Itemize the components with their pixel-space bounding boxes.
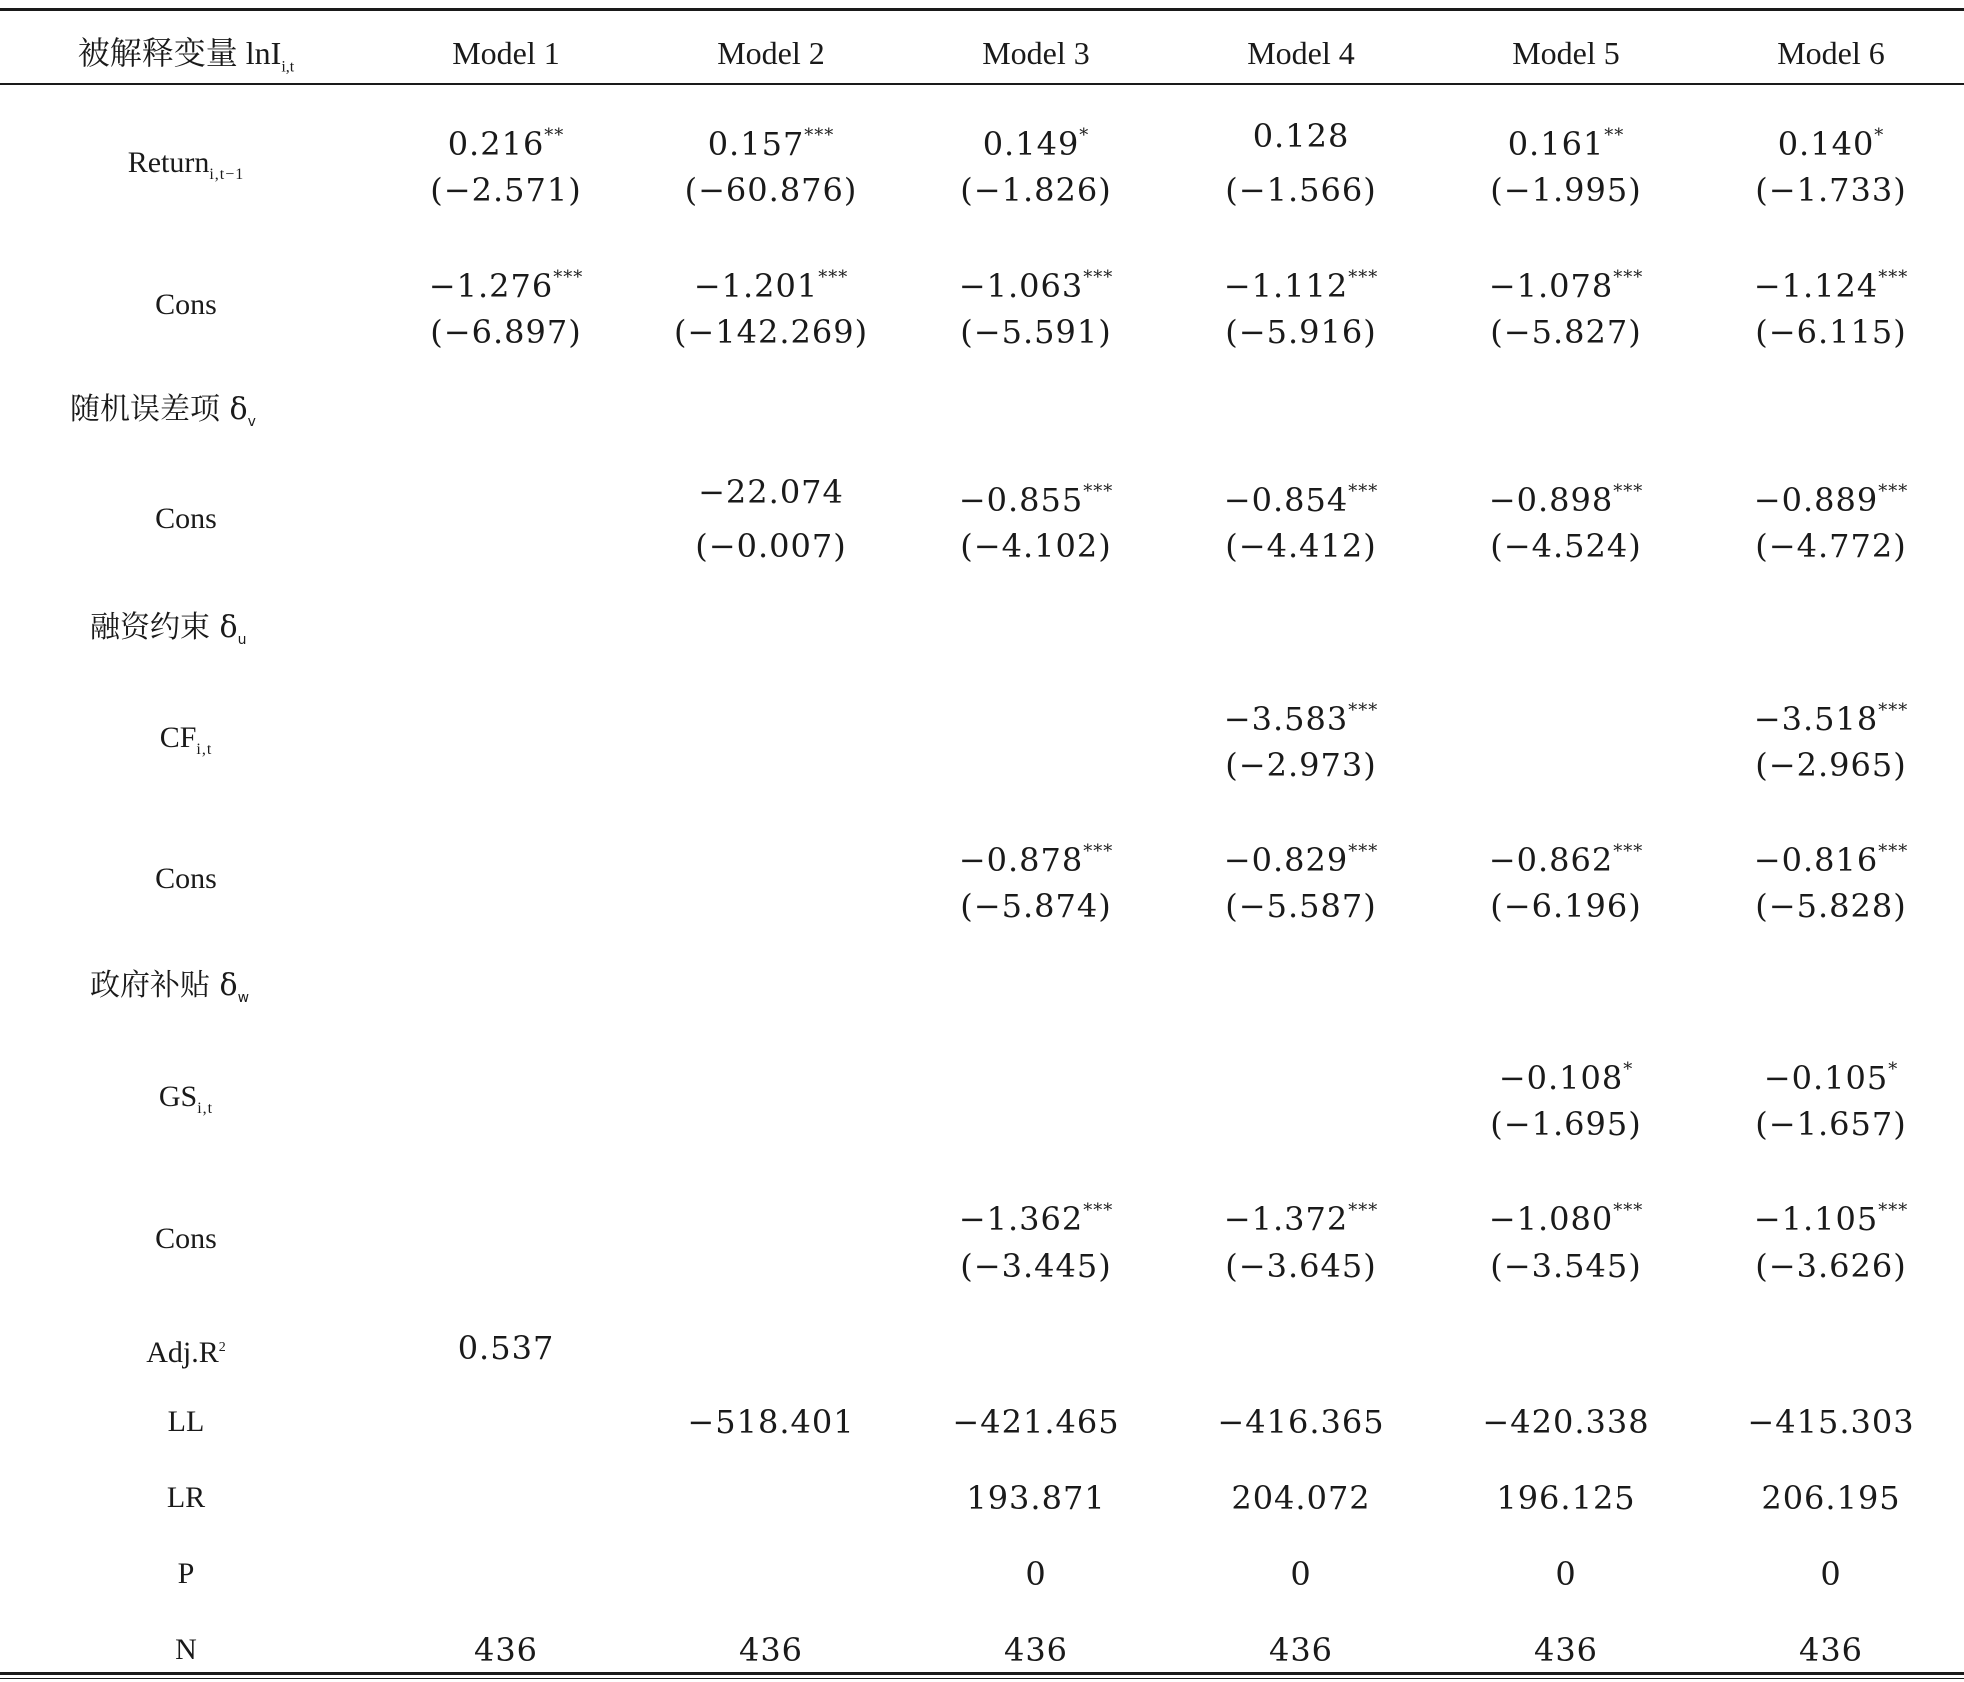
- cons_u-coef-model-4: [1176, 832, 1426, 880]
- gs-coef-model-6: [1706, 1050, 1956, 1098]
- adjr2-label-superscript: 2: [218, 1340, 226, 1355]
- cf-tstat-model-6: (−2.965): [1755, 746, 1907, 784]
- significance-stars: *: [1888, 1059, 1899, 1080]
- section_w-heading: [90, 966, 249, 1018]
- adjr2-label-text: Adj.R: [146, 1336, 219, 1369]
- gs-coef-value: −0.108: [1498, 1059, 1624, 1097]
- significance-stars: *: [1079, 125, 1090, 146]
- n-value-model-4: 436: [1268, 1631, 1334, 1669]
- significance-stars: ***: [1613, 841, 1644, 862]
- cons_main-coef-model-2: [646, 258, 896, 306]
- cons_u-coef-value: −0.829: [1223, 841, 1349, 879]
- significance-stars: ***: [1613, 481, 1644, 502]
- cons_w-tstat-model-5: (−3.545): [1490, 1247, 1642, 1285]
- lr-label-text: LR: [166, 1481, 206, 1514]
- p-label: [36, 1554, 336, 1594]
- cons_w-tstat-model-4: (−3.645): [1225, 1247, 1377, 1285]
- gs-coef-value: −0.105: [1763, 1059, 1889, 1097]
- cons_main-coef-value: −1.112: [1223, 267, 1349, 305]
- cf-coef-value: −3.583: [1223, 700, 1349, 738]
- model-header-2: Model 2: [717, 35, 825, 71]
- ll-label: [36, 1402, 336, 1442]
- cons_u-coef-model-5: [1441, 832, 1691, 880]
- cons_main-coef-value: −1.124: [1753, 267, 1879, 305]
- lr-value-model-4: 204.072: [1231, 1479, 1371, 1517]
- cons_w-coef-model-3: [911, 1191, 1161, 1239]
- lr-label: [36, 1478, 336, 1518]
- return-coef-model-3: [911, 116, 1161, 164]
- cf-coef-value: −3.518: [1753, 700, 1879, 738]
- cons_v-tstat-model-5: (−4.524): [1490, 527, 1642, 565]
- cons_u-tstat-model-5: (−6.196): [1490, 887, 1642, 925]
- cons_u-coef-value: −0.816: [1753, 841, 1879, 879]
- gs-coef-model-5: [1441, 1050, 1691, 1098]
- table-bottom-rule: [0, 1672, 1964, 1675]
- significance-stars: ***: [1083, 1200, 1114, 1221]
- return-tstat-model-6: (−1.733): [1755, 171, 1907, 209]
- cons_w-coef-model-4: [1176, 1191, 1426, 1239]
- cons_v-tstat-model-6: (−4.772): [1755, 527, 1907, 565]
- cons_v-label-text: Cons: [155, 502, 217, 535]
- significance-stars: ***: [1878, 1200, 1909, 1221]
- significance-stars: ***: [553, 267, 584, 288]
- significance-stars: ***: [1083, 481, 1114, 502]
- cons_u-tstat-model-4: (−5.587): [1225, 887, 1377, 925]
- return-coef-value: 0.128: [1252, 117, 1350, 155]
- cons_main-coef-model-1: [381, 258, 631, 306]
- ll-value-model-4: −416.365: [1217, 1403, 1385, 1441]
- cons_v-coef-value: −0.855: [958, 481, 1084, 519]
- cf-label-subscript: i,t: [196, 741, 213, 758]
- section_w-heading-subscript: w: [237, 990, 250, 1006]
- cons_main-coef-model-6: [1706, 258, 1956, 306]
- cons_w-coef-value: −1.372: [1223, 1200, 1349, 1238]
- return-coef-value: 0.149: [982, 125, 1080, 163]
- cons_w-tstat-model-6: (−3.626): [1755, 1247, 1907, 1285]
- cons_w-coef-model-6: [1706, 1191, 1956, 1239]
- cons_v-coef-model-5: [1441, 472, 1691, 520]
- cons_u-label: [36, 859, 336, 899]
- significance-stars: ***: [804, 125, 835, 146]
- significance-stars: ***: [1348, 481, 1379, 502]
- significance-stars: ***: [1348, 841, 1379, 862]
- n-value-model-5: 436: [1533, 1631, 1599, 1669]
- cf-label: [36, 718, 336, 770]
- n-label-text: N: [175, 1633, 197, 1666]
- adjr2-value-model-1: 0.537: [457, 1329, 555, 1367]
- significance-stars: *: [1623, 1059, 1634, 1080]
- significance-stars: ***: [1613, 1200, 1644, 1221]
- cons_main-coef-model-5: [1441, 258, 1691, 306]
- lr-value-model-5: 196.125: [1496, 1479, 1636, 1517]
- significance-stars: ***: [1348, 267, 1379, 288]
- return-tstat-model-4: (−1.566): [1225, 171, 1377, 209]
- cons_main-coef-value: −1.276: [428, 267, 554, 305]
- return-coef-value: 0.216: [447, 125, 545, 163]
- p-value-model-3: 0: [1025, 1555, 1047, 1593]
- cons_w-coef-value: −1.105: [1753, 1200, 1879, 1238]
- cons_u-coef-model-6: [1706, 832, 1956, 880]
- model-header-1: Model 1: [452, 35, 560, 71]
- cons_w-coef-value: −1.080: [1488, 1200, 1614, 1238]
- model-header-5: Model 5: [1512, 35, 1620, 71]
- cons_v-coef-model-6: [1706, 472, 1956, 520]
- cons_v-tstat-model-3: (−4.102): [960, 527, 1112, 565]
- significance-stars: ***: [1878, 267, 1909, 288]
- p-label-text: P: [177, 1557, 195, 1590]
- lr-value-model-6: 206.195: [1761, 1479, 1901, 1517]
- cons_w-coef-model-5: [1441, 1191, 1691, 1239]
- significance-stars: ***: [1348, 700, 1379, 721]
- ll-value-model-6: −415.303: [1747, 1403, 1915, 1441]
- n-value-model-3: 436: [1003, 1631, 1069, 1669]
- n-label: [36, 1630, 336, 1670]
- significance-stars: ***: [1613, 267, 1644, 288]
- cons_u-tstat-model-3: (−5.874): [960, 887, 1112, 925]
- significance-stars: ***: [1083, 267, 1114, 288]
- return-coef-model-2: [646, 116, 896, 164]
- cons_main-label: [36, 285, 336, 325]
- cons_v-tstat-model-2: (−0.007): [695, 527, 847, 565]
- return-tstat-model-3: (−1.826): [960, 171, 1112, 209]
- return-label-text: Return: [127, 146, 210, 179]
- return-coef-model-5: [1441, 116, 1691, 164]
- return-label: [36, 143, 336, 195]
- significance-stars: ***: [1083, 841, 1114, 862]
- significance-stars: ***: [1878, 841, 1909, 862]
- significance-stars: **: [1604, 125, 1625, 146]
- cons_main-coef-model-4: [1176, 258, 1426, 306]
- cons_v-coef-value: −0.854: [1223, 481, 1349, 519]
- return-coef-value: 0.161: [1507, 125, 1605, 163]
- n-value-model-1: 436: [473, 1631, 539, 1669]
- gs-tstat-model-5: (−1.695): [1490, 1105, 1642, 1143]
- cons_main-label-text: Cons: [155, 288, 217, 321]
- cf-coef-model-4: [1176, 691, 1426, 739]
- cons_w-label-text: Cons: [155, 1221, 217, 1255]
- cons_v-tstat-model-4: (−4.412): [1225, 527, 1377, 565]
- model-header-3: Model 3: [982, 35, 1090, 71]
- return-coef-value: 0.157: [707, 125, 805, 163]
- cons_v-coef-value: −0.898: [1488, 481, 1614, 519]
- cons_main-coef-value: −1.078: [1488, 267, 1614, 305]
- cons_main-coef-value: −1.201: [693, 267, 819, 305]
- cons_v-coef-value: −22.074: [698, 473, 844, 511]
- cons_u-coef-value: −0.878: [958, 841, 1084, 879]
- model-header-4: Model 4: [1247, 35, 1355, 71]
- section_w-heading-text: 政府补贴 δ: [90, 968, 238, 1003]
- cf-coef-model-6: [1706, 691, 1956, 739]
- significance-stars: *: [1874, 125, 1885, 146]
- ll-value-model-5: −420.338: [1482, 1403, 1650, 1441]
- section_u-heading-text: 融资约束 δ: [90, 610, 238, 645]
- cons_v-coef-model-2: [646, 472, 896, 512]
- section_v-heading-text: 随机误差项 δ: [70, 392, 248, 427]
- adjr2-label: [36, 1328, 336, 1373]
- return-coef-model-1: [381, 116, 631, 164]
- significance-stars: ***: [1348, 1200, 1379, 1221]
- gs-label: [36, 1077, 336, 1129]
- cons_main-tstat-model-2: (−142.269): [673, 313, 869, 351]
- model-header-6: Model 6: [1777, 35, 1885, 71]
- p-value-model-5: 0: [1555, 1555, 1577, 1593]
- ll-label-text: LL: [167, 1405, 205, 1438]
- significance-stars: ***: [1878, 700, 1909, 721]
- gs-label-text: GS: [158, 1080, 198, 1113]
- cons_w-coef-value: −1.362: [958, 1200, 1084, 1238]
- dependent-variable-subscript: i,t: [281, 58, 295, 76]
- dependent-variable-text: 被解释变量 lnI: [77, 35, 282, 71]
- cons_u-coef-model-3: [911, 832, 1161, 880]
- significance-stars: **: [544, 125, 565, 146]
- cons_main-tstat-model-5: (−5.827): [1490, 313, 1642, 351]
- return-tstat-model-2: (−60.876): [684, 171, 858, 209]
- return-coef-value: 0.140: [1777, 125, 1875, 163]
- cons_u-label-text: Cons: [155, 862, 217, 895]
- cons_v-coef-value: −0.889: [1753, 481, 1879, 519]
- section_v-heading: [70, 390, 256, 442]
- table-top-rule: [0, 8, 1964, 11]
- cons_main-tstat-model-3: (−5.591): [960, 313, 1112, 351]
- cons_main-coef-value: −1.063: [958, 267, 1084, 305]
- return-coef-model-6: [1706, 116, 1956, 164]
- section_v-heading-subscript: v: [247, 414, 256, 430]
- p-value-model-6: 0: [1820, 1555, 1842, 1593]
- ll-value-model-3: −421.465: [952, 1403, 1120, 1441]
- table-bottom-rule-thin: [0, 1678, 1964, 1679]
- gs-label-subscript: i,t: [197, 1100, 214, 1117]
- cons_main-tstat-model-1: (−6.897): [430, 313, 582, 351]
- cons_main-tstat-model-4: (−5.916): [1225, 313, 1377, 351]
- lr-value-model-3: 193.871: [966, 1479, 1106, 1517]
- return-tstat-model-1: (−2.571): [430, 171, 582, 209]
- p-value-model-4: 0: [1290, 1555, 1312, 1593]
- cons_w-label: [36, 1219, 336, 1259]
- cons_main-tstat-model-6: (−6.115): [1755, 313, 1907, 351]
- n-value-model-2: 436: [738, 1631, 804, 1669]
- cons_main-coef-model-3: [911, 258, 1161, 306]
- section_u-heading-subscript: u: [237, 632, 247, 648]
- cf-tstat-model-4: (−2.973): [1225, 746, 1377, 784]
- return-tstat-model-5: (−1.995): [1490, 171, 1642, 209]
- cf-label-text: CF: [159, 721, 197, 754]
- ll-value-model-2: −518.401: [687, 1403, 855, 1441]
- cons_v-coef-model-4: [1176, 472, 1426, 520]
- return-label-subscript: i,t−1: [209, 166, 245, 183]
- section_u-heading: [90, 608, 246, 660]
- cons_u-coef-value: −0.862: [1488, 841, 1614, 879]
- dependent-variable-header: [6, 33, 366, 87]
- significance-stars: ***: [818, 267, 849, 288]
- gs-tstat-model-6: (−1.657): [1755, 1105, 1907, 1143]
- n-value-model-6: 436: [1798, 1631, 1864, 1669]
- cons_v-coef-model-3: [911, 472, 1161, 520]
- cons_w-tstat-model-3: (−3.445): [960, 1247, 1112, 1285]
- cons_v-label: [36, 499, 336, 539]
- cons_u-tstat-model-6: (−5.828): [1755, 887, 1907, 925]
- return-coef-model-4: [1176, 116, 1426, 156]
- significance-stars: ***: [1878, 481, 1909, 502]
